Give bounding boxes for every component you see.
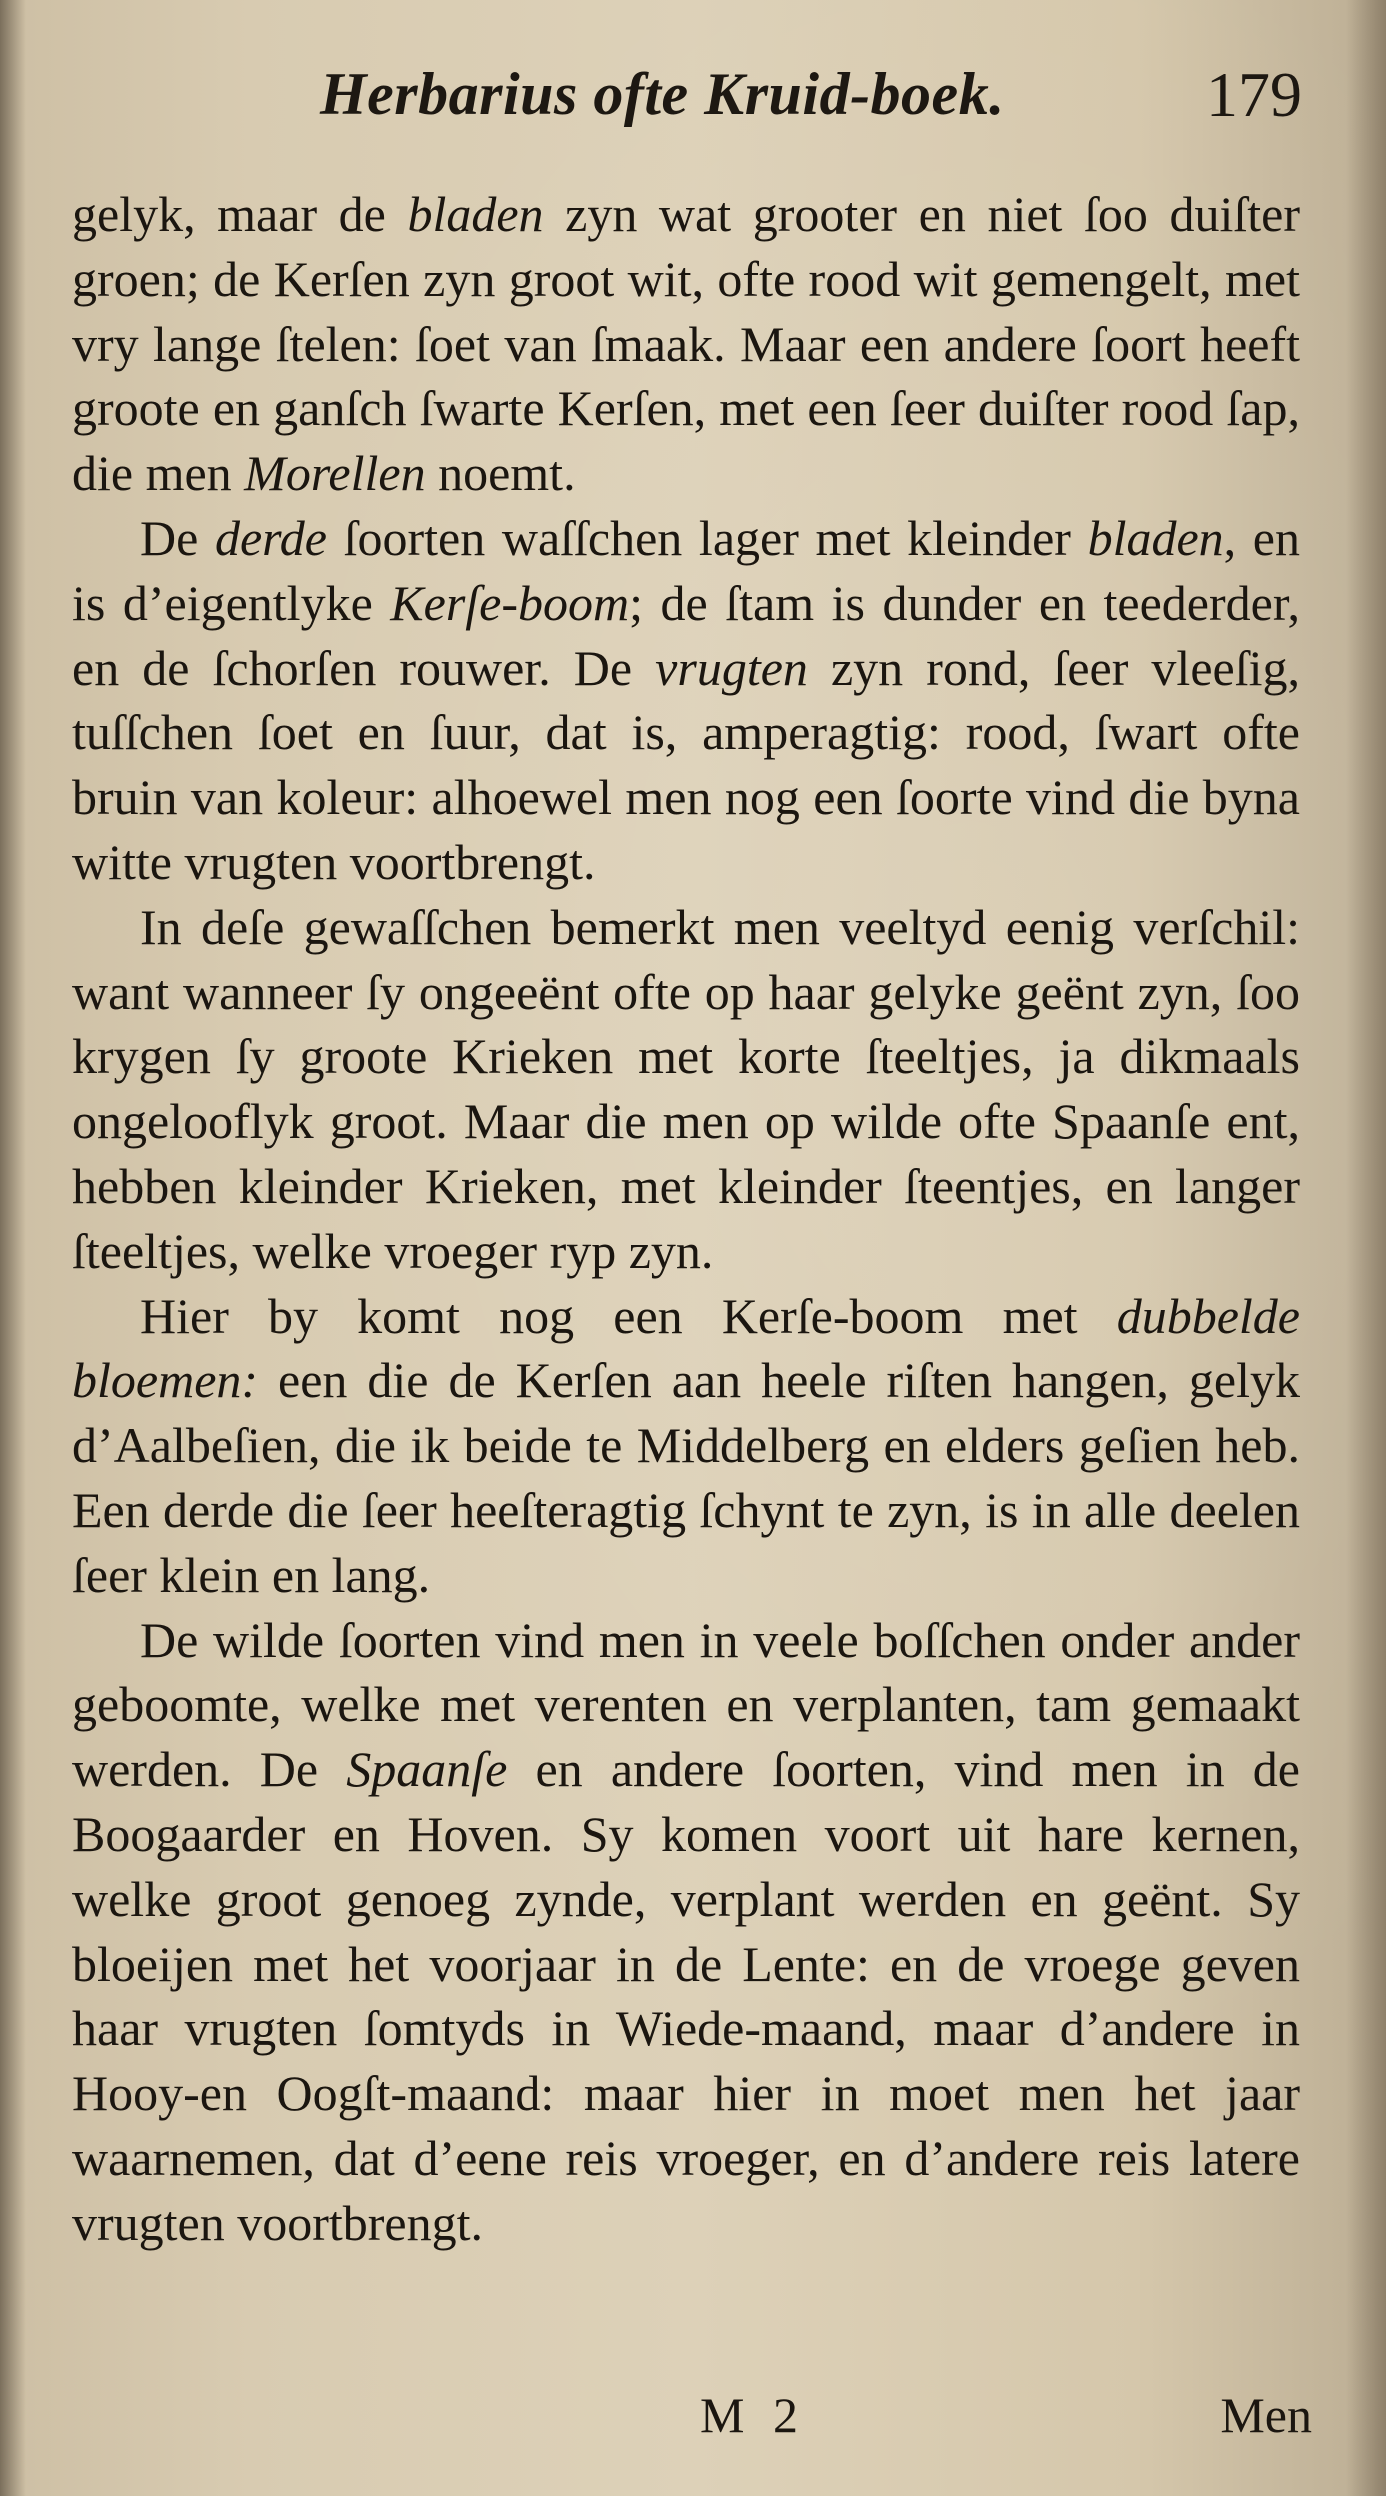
italic-text: derde bbox=[214, 509, 327, 566]
text-run: zyn wat grooter en niet ſoo duiſter groen; de Kerſen zyn groot wit, ofte rood wit gemengelt, met vry lange ſtelen: ſoet van ſmaak. Maar een andere ſoort heeft groote en ganſch ſwarte Kerſen, met een ſeer duiſter rood ſap, die men bbox=[72, 186, 1300, 502]
text-run: een die de Kerſen aan heele riſten hangen, gelyk d’Aalbeſien, die ik beide te Middelberg en elders geſien heb. Een derde die ſeer heeſteragtig ſchynt te zyn, is in alle deelen ſeer klein en lang. bbox=[72, 1352, 1300, 1603]
text-run: ; de ſtam is dunder en teederder, en de ſchorſen rouwer. De bbox=[72, 574, 1300, 696]
catchword: Men bbox=[1220, 2387, 1312, 2443]
page-number: 179 bbox=[1206, 59, 1302, 130]
paragraph bbox=[72, 895, 1300, 1284]
italic-text: Kerſe-boom bbox=[390, 574, 630, 631]
text-run: noemt. bbox=[425, 445, 576, 502]
running-title: Herbarius ofte Kruid-boek. bbox=[320, 61, 1005, 127]
text-run: en andere ſoorten, vind men in de Boogaarder en Hoven. Sy komen voort uit hare kernen, welke groot genoeg zynde, verplant werden en geënt. Sy bloeijen met het voorjaar in de Lente: en de vroege geven haar vrugten ſomtyds in Wiede-maand, maar d’andere in Hooy-en Oogſt-maand: maar hier in moet men het jaar waarnemen, dat d’eene reis vroeger, en d’andere reis latere vrugten voortbrengt. bbox=[72, 1741, 1300, 2251]
paragraph bbox=[72, 182, 1300, 506]
italic-text: dubbelde bloemen: bbox=[72, 1287, 1300, 1409]
paragraph bbox=[72, 1284, 1300, 1608]
text-run: gelyk, maar de bbox=[72, 186, 408, 242]
italic-text: bladen bbox=[407, 186, 544, 242]
italic-text: bladen bbox=[1087, 509, 1224, 566]
text-run: De wilde ſoorten vind men in veele boſſchen onder ander geboomte, welke met verenten en verplanten, tam gemaakt werden. De bbox=[72, 1611, 1300, 1798]
paragraph bbox=[72, 1608, 1300, 2256]
paragraph bbox=[72, 506, 1300, 895]
italic-text: Spaanſe bbox=[346, 1741, 508, 1798]
italic-text: vrugten bbox=[655, 639, 808, 696]
italic-text: Morellen bbox=[244, 445, 426, 502]
text-run: zyn rond, ſeer vleeſig, tuſſchen ſoet en ſuur, dat is, amperagtig: rood, ſwart ofte bruin van koleur: alhoewel men nog een ſoorte vind die byna witte vrugten voortbrengt. bbox=[72, 639, 1300, 890]
text-run: , en is d’eigentlyke bbox=[72, 509, 1300, 631]
text-run: In deſe gewaſſchen bemerkt men veeltyd eenig verſchil: want wanneer ſy ongeeënt ofte op haar gelyke geënt zyn, ſoo krygen ſy groote Krieken met korte ſteeltjes, ja dikmaals ongelooflyk groot. Maar die men op wilde ofte Spaanſe ent, hebben kleinder Krieken, met kleinder ſteentjes, en langer ſteeltjes, welke vroeger ryp zyn. bbox=[72, 898, 1300, 1279]
text-run: De bbox=[140, 509, 215, 566]
page-header bbox=[0, 60, 1386, 150]
page-footer bbox=[0, 2386, 1386, 2466]
text-run: ſoorten waſſchen lager met kleinder bbox=[326, 509, 1088, 566]
signature-mark: M 2 bbox=[700, 2387, 806, 2443]
text-run: Hier by komt nog een Kerſe-boom met bbox=[140, 1287, 1117, 1344]
body-text bbox=[72, 182, 1300, 2256]
